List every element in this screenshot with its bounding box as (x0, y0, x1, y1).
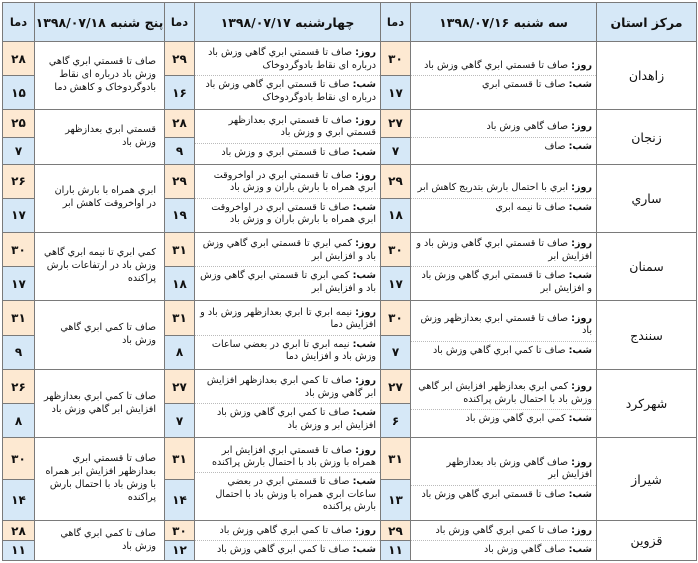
table-row (3, 164, 697, 198)
day-forecast (195, 374, 380, 401)
night-label: شب: (568, 79, 592, 91)
night-label: شب: (568, 544, 592, 556)
temp-low: ۷ (3, 137, 35, 164)
forecast-cell-d18 (35, 110, 165, 164)
header-day17: چهارشنبه ۱۳۹۸/۰۷/۱۷ (195, 3, 381, 42)
forecast-text: صاف تا قسمتي ابري بعدازظهر افزايش ابر همراه با وزش باد با احتمال بارش پراکنده (45, 453, 156, 504)
forecast-cell-d17 (195, 110, 381, 164)
day-label: روز: (571, 121, 592, 133)
forecast-cell-d18 (35, 521, 165, 561)
header-temp-16: دما (381, 3, 411, 42)
day-forecast-text: صاف تا قسمتي ابري بعدازظهر قسمتي ابري و وزش باد (228, 114, 376, 139)
forecast-text: صاف تا کمي ابري بعدازظهر افزايش ابر گاهي وزش باد (43, 390, 156, 415)
forecast-cell-d18 (35, 438, 165, 521)
day-label: روز: (571, 182, 592, 194)
night-forecast (411, 409, 596, 426)
city-name: شيراز (597, 438, 697, 521)
day-forecast (411, 312, 596, 339)
city-name: شهرکرد (597, 369, 697, 437)
day-forecast-text: صاف تا قسمتي ابري بعدازظهر وزش باد (420, 312, 592, 337)
night-forecast-text: صاف تا نيمه ابري (495, 201, 566, 213)
night-label: شب: (352, 146, 376, 158)
temp-low: ۸ (3, 404, 35, 438)
temp-low: ۱۴ (3, 479, 35, 520)
temp-low: ۷ (381, 335, 411, 369)
night-forecast (411, 341, 596, 358)
temp-low: ۱۸ (165, 267, 195, 301)
night-label: شب: (568, 201, 592, 213)
temp-low: ۸ (165, 335, 195, 369)
day-forecast-text: صاف گاهي وزش باد بعدازظهر افزايش ابر (446, 456, 592, 481)
temp-high: ۲۷ (381, 369, 411, 403)
header-day16: سه شنبه ۱۳۹۸/۰۷/۱۶ (411, 3, 597, 42)
temp-low: ۱۱ (381, 540, 411, 560)
night-forecast-text: صاف تا کمي ابري گاهي وزش باد (432, 344, 566, 356)
night-forecast (195, 75, 380, 105)
table-row (3, 369, 697, 403)
night-forecast-text: صاف تا قسمتي ابري در اواخروقت ابري همراه با بارش باران و وزش باد (211, 201, 376, 226)
day-label: روز: (355, 238, 376, 250)
temp-high: ۳۰ (381, 42, 411, 76)
day-forecast (411, 524, 596, 538)
header-province-center: مرکز استان (597, 3, 697, 42)
forecast-text: صاف تا کمي ابري گاهي وزش باد (60, 527, 156, 552)
temp-low: ۱۹ (165, 198, 195, 232)
day-label: روز: (571, 59, 592, 71)
city-name: سنندج (597, 301, 697, 369)
temp-low: ۱۶ (165, 76, 195, 110)
day-forecast-text: صاف تا کمي ابري گاهي وزش باد (219, 524, 353, 536)
temp-low: ۱۳ (381, 479, 411, 520)
day-label: روز: (571, 312, 592, 324)
night-forecast-text: نيمه ابري تا ابري در بعضي ساعات وزش باد و افزايش دما (211, 338, 376, 363)
day-forecast (195, 444, 380, 471)
night-forecast (411, 137, 596, 154)
header-temp-18: دما (3, 3, 35, 42)
temp-low: ۷ (381, 137, 411, 164)
day-label: روز: (355, 524, 376, 536)
forecast-cell-d16 (411, 301, 597, 369)
forecast-text: کمي ابري تا نيمه ابري گاهي وزش باد در ارتفاعات بارش پراکنده (43, 247, 156, 285)
temp-low: ۱۷ (381, 267, 411, 301)
temp-high: ۳۱ (165, 233, 195, 267)
night-label: شب: (568, 270, 592, 282)
table-row (3, 438, 697, 479)
night-label: شب: (352, 407, 376, 419)
forecast-cell-d16 (411, 110, 597, 164)
table-row (3, 301, 697, 335)
day-forecast-text: صاف گاهي وزش باد (486, 121, 569, 133)
night-label: شب: (352, 544, 376, 556)
forecast-cell-d17 (195, 233, 381, 301)
night-forecast (195, 540, 380, 557)
day-label: روز: (571, 524, 592, 536)
temp-low: ۱۱ (3, 540, 35, 560)
forecast-text: صاف تا قسمتي ابري گاهي وزش باد درباره ای نقاط بادوگردوخاک و کاهش دما (48, 56, 156, 94)
day-forecast (411, 120, 596, 134)
forecast-text: قسمتي ابري بعدازظهر وزش باد (65, 124, 156, 149)
forecast-cell-d18 (35, 42, 165, 110)
night-forecast-text: صاف تا کمي ابري گاهي وزش باد (216, 544, 350, 556)
temp-high: ۲۷ (165, 369, 195, 403)
day-forecast-text: نيمه ابري تا ابري بعدازظهر وزش باد و افزايش دما (200, 306, 376, 331)
forecast-cell-d17 (195, 42, 381, 110)
night-forecast-text: صاف تا قسمتي ابري گاهي وزش باد (421, 488, 566, 500)
forecast-cell-d18 (35, 369, 165, 437)
day-forecast (195, 46, 380, 73)
temp-high: ۳۰ (381, 233, 411, 267)
day-forecast-text: صاف تا قسمتي ابري افزايش ابر همراه با وزش باد با احتمال بارش پراکنده (212, 444, 376, 468)
temp-low: ۱۷ (381, 76, 411, 110)
day-forecast (411, 380, 596, 407)
night-forecast (195, 143, 380, 160)
night-forecast (411, 266, 596, 296)
night-label: شب: (352, 201, 376, 213)
night-forecast (411, 198, 596, 215)
night-forecast-text: صاف تا قسمتي ابري و وزش باد (221, 146, 350, 158)
forecast-cell-d16 (411, 164, 597, 232)
forecast-cell-d17 (195, 164, 381, 232)
day-forecast-text: ابري با احتمال بارش بتدريج کاهش ابر (417, 182, 569, 194)
forecast-cell-d18 (35, 301, 165, 369)
forecast-cell-d16 (411, 233, 597, 301)
temp-high: ۲۹ (165, 164, 195, 198)
header-temp-17: دما (165, 3, 195, 42)
forecast-cell-d17 (195, 301, 381, 369)
table-row (3, 521, 697, 541)
forecast-cell-d17 (195, 521, 381, 561)
day-forecast-text: صاف تا قسمتي ابري در اواخروقت ابري همراه با بارش باران و وزش باد (213, 169, 376, 194)
night-forecast (195, 198, 380, 228)
temp-low: ۱۷ (3, 198, 35, 232)
night-label: شب: (352, 476, 376, 488)
day-label: روز: (355, 375, 376, 387)
temp-high: ۳۰ (3, 233, 35, 267)
temp-low: ۱۷ (3, 267, 35, 301)
temp-high: ۲۹ (381, 521, 411, 541)
city-name: زاهدان (597, 42, 697, 110)
night-forecast-text: صاف گاهي وزش باد (483, 544, 566, 556)
forecast-cell-d18 (35, 233, 165, 301)
temp-low: ۱۴ (165, 479, 195, 520)
temp-low: ۱۲ (165, 540, 195, 560)
temp-high: ۳۱ (165, 438, 195, 479)
day-forecast (411, 237, 596, 264)
night-label: شب: (568, 140, 592, 152)
night-forecast-text: صاف (544, 140, 566, 152)
table-row (3, 233, 697, 267)
day-label: روز: (571, 381, 592, 393)
night-forecast (195, 335, 380, 365)
temp-low: ۱۵ (3, 76, 35, 110)
city-name: قزوين (597, 521, 697, 561)
temp-low: ۹ (3, 335, 35, 369)
day-forecast-text: صاف تا کمي ابري بعدازظهر افزايش ابر گاهي وزش باد (206, 375, 376, 399)
day-label: روز: (355, 47, 376, 59)
temp-high: ۲۵ (3, 110, 35, 137)
day-forecast (195, 237, 380, 264)
night-forecast (411, 75, 596, 92)
temp-low: ۱۸ (381, 198, 411, 232)
temp-high: ۳۱ (3, 301, 35, 335)
day-forecast-text: کمي ابري بعدازظهر افزايش ابر گاهي وزش باد با احتمال بارش پراکنده (418, 381, 592, 405)
night-forecast (195, 266, 380, 296)
city-name: ساري (597, 164, 697, 232)
temp-high: ۳۱ (165, 301, 195, 335)
night-label: شب: (568, 488, 592, 500)
night-forecast (411, 485, 596, 502)
forecast-cell-d16 (411, 42, 597, 110)
forecast-cell-d16 (411, 521, 597, 561)
day-label: روز: (355, 444, 376, 456)
night-label: شب: (352, 79, 376, 91)
day-label: روز: (355, 114, 376, 126)
temp-low: ۹ (165, 137, 195, 164)
day-forecast (195, 114, 380, 141)
temp-high: ۲۶ (3, 164, 35, 198)
forecast-cell-d16 (411, 438, 597, 521)
day-label: روز: (355, 169, 376, 181)
temp-high: ۳۰ (3, 438, 35, 479)
day-forecast-text: صاف تا کمي ابري گاهي وزش باد (435, 524, 569, 536)
day-forecast (411, 456, 596, 483)
temp-low: ۷ (165, 404, 195, 438)
night-forecast-text: صاف تا قسمتي ابري (482, 79, 566, 91)
day-label: روز: (571, 238, 592, 250)
night-forecast-text: صاف تا قسمتي ابري گاهي وزش باد درباره ای نقاط بادوگردوخاک (205, 79, 376, 103)
day-label: روز: (355, 306, 376, 318)
temp-high: ۳۰ (381, 301, 411, 335)
temp-high: ۲۸ (3, 42, 35, 76)
day-forecast (195, 524, 380, 538)
night-label: شب: (568, 344, 592, 356)
day-forecast-text: کمي ابري تا قسمتي ابري گاهي وزش باد و افزايش ابر (202, 238, 376, 262)
temp-high: ۲۸ (3, 521, 35, 541)
temp-high: ۲۶ (3, 369, 35, 403)
temp-high: ۲۹ (381, 164, 411, 198)
night-label: شب: (568, 413, 592, 425)
night-label: شب: (352, 338, 376, 350)
forecast-cell-d16 (411, 369, 597, 437)
forecast-cell-d18 (35, 164, 165, 232)
day-forecast-text: صاف تا قسمتي ابري گاهي وزش باد (424, 59, 569, 71)
forecast-cell-d17 (195, 438, 381, 521)
temp-high: ۲۹ (165, 42, 195, 76)
table-row (3, 42, 697, 76)
day-forecast (411, 59, 596, 73)
day-forecast (195, 306, 380, 333)
temp-low: ۶ (381, 404, 411, 438)
temp-high: ۲۷ (381, 110, 411, 137)
header-day18: پنج شنبه ۱۳۹۸/۰۷/۱۸ (35, 3, 165, 42)
night-label: شب: (352, 270, 376, 282)
header-row (3, 3, 697, 42)
night-forecast-text: کمي ابري گاهي وزش باد (465, 413, 566, 425)
forecast-text: صاف تا کمي ابري گاهي وزش باد (60, 322, 156, 347)
forecast-text: ابري همراه با بارش باران در اواخروقت کاهش ابر (54, 185, 156, 210)
table-row (3, 110, 697, 137)
temp-high: ۳۰ (165, 521, 195, 541)
night-forecast (411, 540, 596, 557)
city-name: سمنان (597, 233, 697, 301)
night-forecast (195, 403, 380, 433)
day-forecast (411, 181, 596, 195)
day-forecast (195, 169, 380, 196)
day-forecast-text: صاف تا قسمتي ابري گاهي وزش باد درباره ای نقاط بادوگردوخاک (208, 47, 376, 71)
day-forecast-text: صاف تا قسمتي ابري گاهي وزش باد و افزايش ابر (416, 238, 592, 262)
temp-high: ۳۱ (381, 438, 411, 479)
forecast-cell-d17 (195, 369, 381, 437)
night-forecast-text: صاف تا قسمتي ابري در بعضي ساعات ابري همراه با وزش باد با احتمال بارش پراکنده (215, 476, 376, 513)
night-forecast-text: صاف تا قسمتي ابري گاهي وزش باد و افزايش ابر (421, 270, 592, 294)
city-name: زنجان (597, 110, 697, 164)
temp-high: ۲۸ (165, 110, 195, 137)
night-forecast (195, 472, 380, 514)
night-forecast-text: صاف تا کمي ابري گاهي وزش باد افزايش ابر و وزش باد (216, 407, 376, 431)
weather-forecast-table (2, 2, 697, 561)
day-label: روز: (571, 456, 592, 468)
night-forecast-text: کمي ابري تا قسمتي ابري گاهي وزش باد و افزايش ابر (200, 270, 376, 294)
